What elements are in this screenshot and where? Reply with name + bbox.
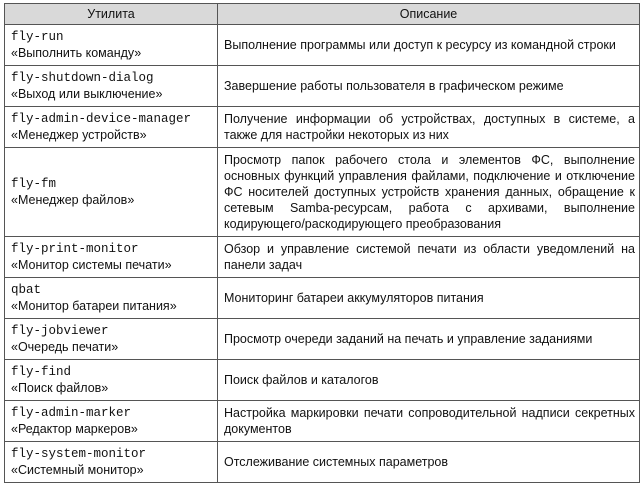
utility-command: fly-find: [11, 365, 72, 379]
utility-name: «Выход или выключение»: [11, 87, 163, 101]
table-row: [5, 107, 640, 148]
table-row: [5, 442, 640, 483]
utility-name: «Менеджер устройств»: [11, 128, 147, 142]
utility-name: «Очередь печати»: [11, 340, 119, 354]
utility-command: fly-jobviewer: [11, 324, 109, 338]
utility-name: «Монитор батареи питания»: [11, 299, 177, 313]
utility-command: fly-admin-device-manager: [11, 112, 192, 126]
utility-cell: [5, 237, 218, 278]
table-row: [5, 237, 640, 278]
utility-cell: [5, 148, 218, 237]
utility-command: fly-admin-marker: [11, 406, 132, 420]
utility-command: fly-print-monitor: [11, 242, 139, 256]
header-utility: Утилита: [5, 4, 218, 25]
utility-cell: [5, 401, 218, 442]
description-cell: Поиск файлов и каталогов: [218, 360, 640, 401]
description-cell: Получение информации об устройствах, доступных в системе, а также для настройки некоторых из них: [218, 107, 640, 148]
utility-command: qbat: [11, 283, 42, 297]
utility-cell: [5, 107, 218, 148]
description-cell: Настройка маркировки печати сопроводительной надписи секретных документов: [218, 401, 640, 442]
table-row: [5, 66, 640, 107]
utility-name: «Редактор маркеров»: [11, 422, 138, 436]
description-cell: Просмотр папок рабочего стола и элементов ФС, выполнение основных функций управления файлами, подключение и отключение ФС носителей доступных устройств хранения данных, обращение к сетевым Samba-ресурсам, работа с архивами, выполнение кодирующего/раскодирующего преобразования: [218, 148, 640, 237]
utility-cell: [5, 66, 218, 107]
utility-cell: [5, 278, 218, 319]
utility-cell: [5, 360, 218, 401]
utility-command: fly-shutdown-dialog: [11, 71, 154, 85]
description-cell: Просмотр очереди заданий на печать и управление заданиями: [218, 319, 640, 360]
header-description: Описание: [218, 4, 640, 25]
table-row: [5, 319, 640, 360]
description-cell: Выполнение программы или доступ к ресурсу из командной строки: [218, 25, 640, 66]
utility-cell: [5, 319, 218, 360]
table-row: [5, 278, 640, 319]
utility-command: fly-run: [11, 30, 64, 44]
utility-command: fly-fm: [11, 177, 57, 191]
utility-command: fly-system-monitor: [11, 447, 147, 461]
utility-name: «Выполнить команду»: [11, 46, 142, 60]
description-cell: Обзор и управление системой печати из области уведомлений на панели задач: [218, 237, 640, 278]
table-row: [5, 148, 640, 237]
utility-cell: [5, 442, 218, 483]
utility-name: «Системный монитор»: [11, 463, 144, 477]
description-cell: Мониторинг батареи аккумуляторов питания: [218, 278, 640, 319]
utilities-table: [4, 3, 640, 483]
utility-cell: [5, 25, 218, 66]
description-cell: Завершение работы пользователя в графическом режиме: [218, 66, 640, 107]
table-row: [5, 401, 640, 442]
utility-name: «Поиск файлов»: [11, 381, 109, 395]
table-row: [5, 360, 640, 401]
utility-name: «Менеджер файлов»: [11, 193, 135, 207]
table-header-row: [5, 4, 640, 25]
description-cell: Отслеживание системных параметров: [218, 442, 640, 483]
table-row: [5, 25, 640, 66]
utility-name: «Монитор системы печати»: [11, 258, 172, 272]
